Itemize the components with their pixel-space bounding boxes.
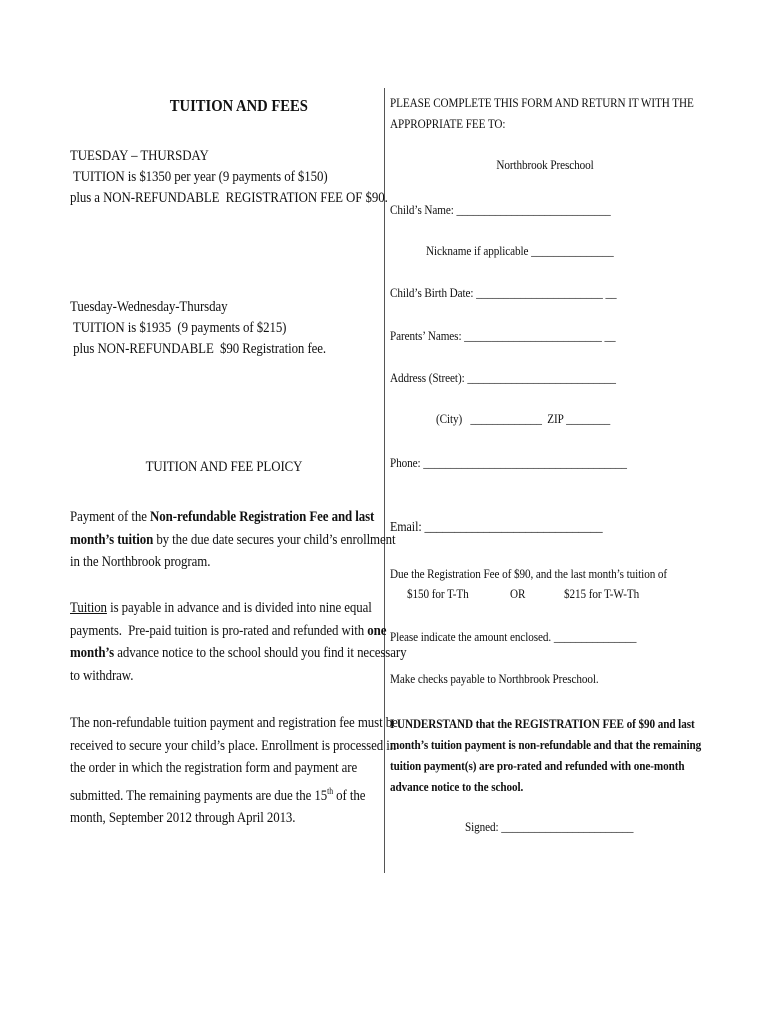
birth-date-field[interactable]: Child’s Birth Date: _______________________ __ xyxy=(390,285,617,300)
understand-line-4: advance notice to the school. xyxy=(390,779,524,794)
nickname-field[interactable]: Nickname if applicable _______________ xyxy=(426,243,614,258)
phone-field[interactable]: Phone: _____________________________________ xyxy=(390,455,627,470)
policy-heading: TUITION AND FEE PLOICY xyxy=(145,459,303,475)
policy-paragraph-3 xyxy=(70,712,398,830)
p2-text-g: to withdraw. xyxy=(70,667,134,684)
amount-enclosed-field[interactable]: Please indicate the amount enclosed. _______________ xyxy=(390,629,637,644)
plan1-days: TUESDAY – THURSDAY xyxy=(70,148,209,164)
understand-line-2: month’s tuition payment is non-refundable and that the remaining xyxy=(390,737,702,752)
p3-line-4a: submitted. The remaining payments are due the 15 xyxy=(70,787,328,804)
intro-line-2: APPROPRIATE FEE TO: xyxy=(390,116,506,131)
plan1-block xyxy=(70,146,388,209)
p1-text-d: by the due date secures your child’s enrollment xyxy=(153,531,396,548)
city-zip-field[interactable]: (City) _____________ ZIP ________ xyxy=(436,411,611,426)
p3-line-1: The non-refundable tuition payment and registration fee must be xyxy=(70,715,398,731)
understand-line-1: I UNDERSTAND that the REGISTRATION FEE of $90 and last xyxy=(390,716,695,731)
signature-field[interactable]: Signed: ________________________ xyxy=(465,819,634,834)
form-intro xyxy=(390,92,694,134)
p2-text-f: advance notice to the school should you find it necessary xyxy=(114,645,407,661)
checks-payable-text: Make checks payable to Northbrook Preschool. xyxy=(390,671,599,686)
p1-text-e: in the Northbrook program. xyxy=(70,554,211,570)
understand-line-3: tuition payment(s) are pro-rated and refunded with one-month xyxy=(390,758,685,773)
p3-line-4-sup: th xyxy=(327,785,334,796)
understand-statement xyxy=(390,713,701,797)
intro-line-1: PLEASE COMPLETE THIS FORM AND RETURN IT WITH THE xyxy=(390,95,694,110)
email-field[interactable]: Email: ______________________________ xyxy=(390,520,603,535)
due-line-2a: $150 for T-Th xyxy=(407,586,469,601)
plan1-fee: plus a NON-REFUNDABLE REGISTRATION FEE OF $90. xyxy=(70,190,388,206)
p1-text-c: month’s tuition xyxy=(70,531,154,548)
plan2-days: Tuesday-Wednesday-Thursday xyxy=(70,299,228,315)
p3-line-4b: of the xyxy=(333,787,366,804)
p3-line-3: the order in which the registration form and payment are xyxy=(70,760,358,776)
child-name-field[interactable]: Child’s Name: ____________________________ xyxy=(390,202,611,217)
p1-text-b: Non-refundable Registration Fee and last xyxy=(150,509,375,525)
address-street-field[interactable]: Address (Street): ___________________________ xyxy=(390,370,616,385)
parents-names-field[interactable]: Parents’ Names: _________________________ __ xyxy=(390,328,616,343)
p2-text-e: month’s xyxy=(70,645,115,661)
p2-text-c: payments. Pre-paid tuition is pro-rated and refunded with xyxy=(70,622,368,639)
due-line-2b: OR xyxy=(510,586,526,601)
tuition-fees-heading: TUITION AND FEES xyxy=(169,96,308,115)
plan1-tuition: TUITION is $1350 per year (9 payments of $150) xyxy=(70,169,328,185)
p1-text-a: Payment of the xyxy=(70,509,151,525)
due-line-1: Due the Registration Fee of $90, and the last month’s tuition of xyxy=(390,566,668,581)
policy-paragraph-1 xyxy=(70,506,396,574)
school-name: Northbrook Preschool xyxy=(496,157,594,172)
plan2-fee: plus NON-REFUNDABLE $90 Registration fee. xyxy=(70,341,327,357)
policy-paragraph-2 xyxy=(70,597,406,687)
p2-text-a: Tuition xyxy=(70,600,107,616)
p2-text-d: one xyxy=(367,622,387,639)
p2-text-b: is payable in advance and is divided into nine equal xyxy=(106,600,372,616)
p3-line-5: month, September 2012 through April 2013. xyxy=(70,810,296,826)
p3-line-2: received to secure your child’s place. Enrollment is processed in xyxy=(70,737,397,754)
plan2-block xyxy=(70,297,326,360)
due-line-2c: $215 for T-W-Th xyxy=(564,586,640,601)
plan2-tuition: TUITION is $1935 (9 payments of $215) xyxy=(70,320,287,336)
